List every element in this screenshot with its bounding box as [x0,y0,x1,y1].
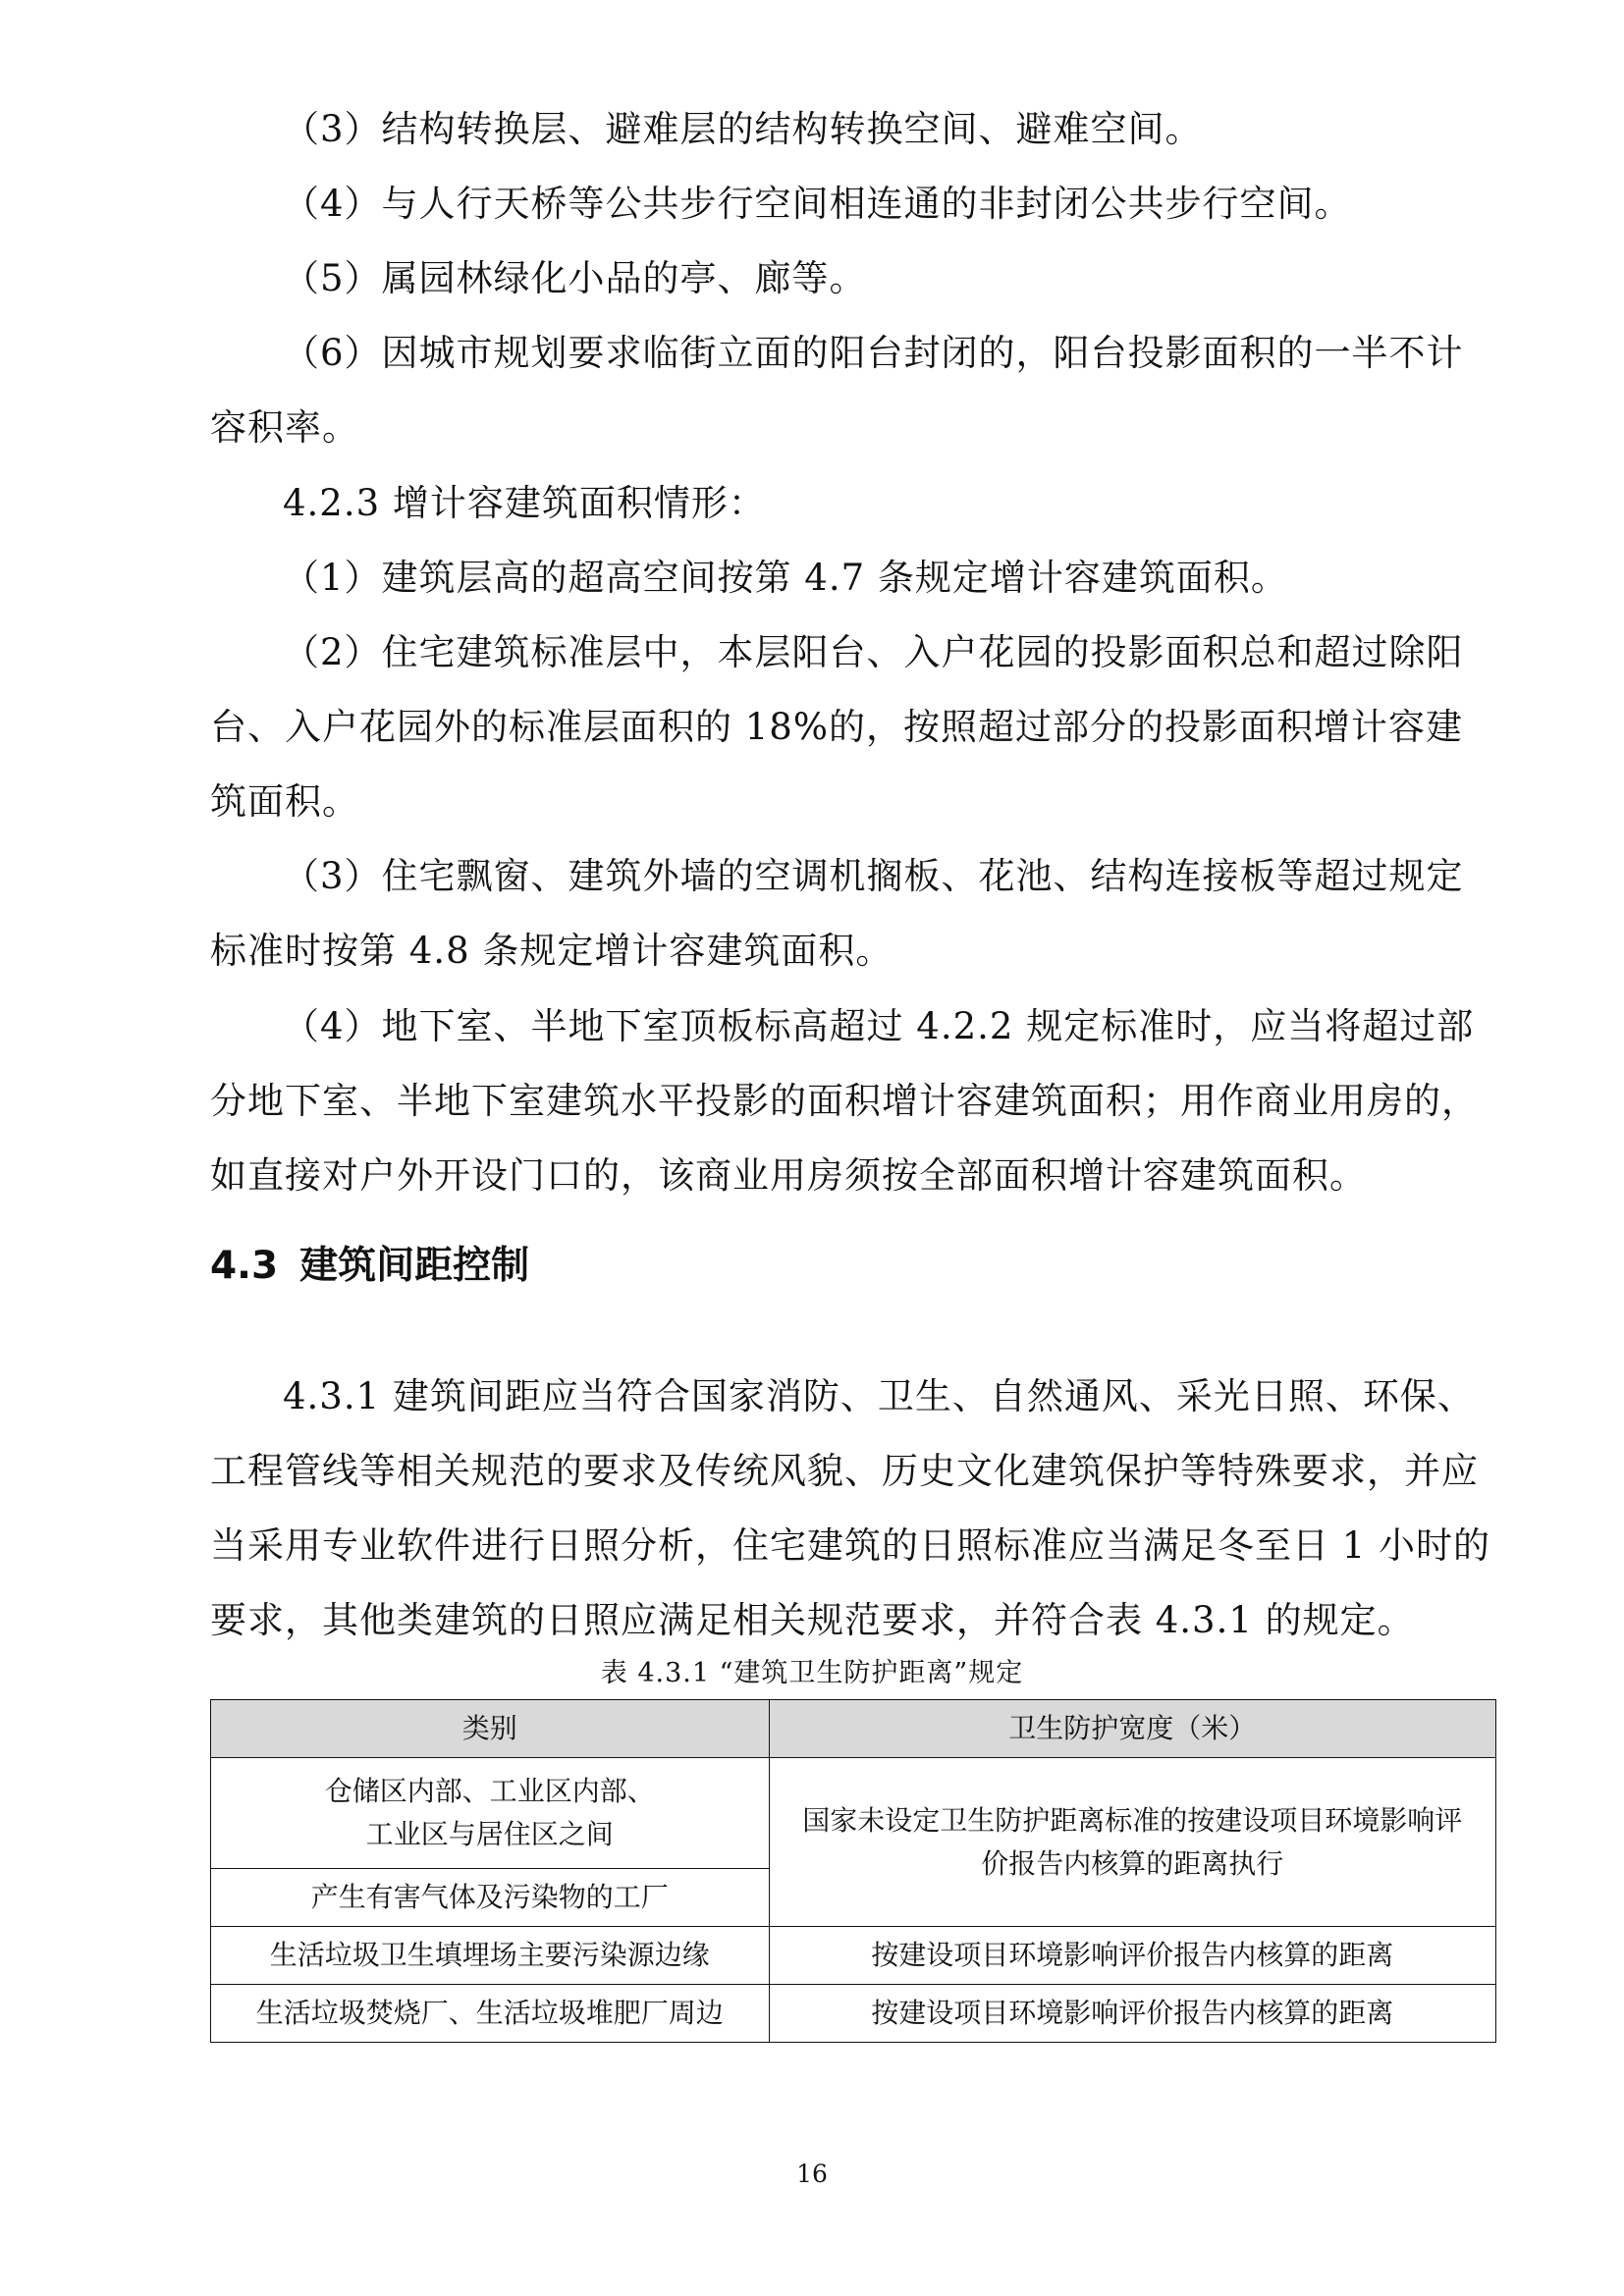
width-cell: 按建设项目环境影响评价报告内核算的距离 [769,1927,1495,1985]
category-cell: 产生有害气体及污染物的工厂 [211,1869,770,1927]
table-row [211,1758,1496,1869]
section-number: 4.3 [210,1244,279,1288]
table-header-row [211,1700,1496,1758]
category-cell: 生活垃圾焚烧厂、生活垃圾堆肥厂周边 [211,1985,770,2043]
paragraph-item-6: （6）因城市规划要求临街立面的阳台封闭的，阳台投影面积的一半不计容积率。 [210,332,1464,449]
section-heading [210,1235,529,1290]
paragraph-item-5: （5）属园林绿化小品的亭、廊等。 [283,257,867,299]
merged-width-cell [769,1758,1495,1927]
section-title: 建筑间距控制 [299,1244,530,1288]
category-line: 工业区与居住区之间 [365,1818,614,1850]
header-width: 卫生防护宽度（米） [769,1700,1495,1758]
paragraph-increase-1: （1）建筑层高的超高空间按第 4.7 条规定增计容建筑面积。 [283,557,1288,599]
table-row [211,1927,1496,1985]
clause-4-3-1: 4.3.1 建筑间距应当符合国家消防、卫生、自然通风、采光日照、环保、工程管线等相关规范的要求及传统风貌、历史文化建筑保护等特殊要求，并应当采用专业软件进行日照分析，住宅建筑的日照标准应当满足冬至日 1 小时的要求，其他类建筑的日照应满足相关规范要求，并符合表 4.3.1 的规定。 [210,1375,1491,1641]
paragraph-increase-2: （2）住宅建筑标准层中，本层阳台、入户花园的投影面积总和超过除阳台、入户花园外的标准层面积的 18%的，按照超过部分的投影面积增计容建筑面积。 [210,631,1464,823]
paragraph-item-4: （4）与人行天桥等公共步行空间相连通的非封闭公共步行空间。 [283,183,1352,225]
clause-4-2-3: 4.2.3 增计容建筑面积情形： [283,482,766,524]
paragraph-increase-4: （4）地下室、半地下室顶板标高超过 4.2.2 规定标准时，应当将超过部分地下室、半地下室建筑水平投影的面积增计容建筑面积；用作商业用房的，如直接对户外开设门口的，该商业用房须按全部面积增计容建筑面积。 [210,1005,1479,1197]
category-cell [211,1758,770,1869]
category-cell: 生活垃圾卫生填埋场主要污染源边缘 [211,1927,770,1985]
page-number: 16 [796,2160,828,2188]
paragraph-increase-3: （3）住宅飘窗、建筑外墙的空调机搁板、花池、结构连接板等超过规定标准时按第 4.8 条规定增计容建筑面积。 [210,855,1464,972]
width-cell: 按建设项目环境影响评价报告内核算的距离 [769,1985,1495,2043]
table-caption: 表 4.3.1 “建筑卫生防护距离”规定 [600,1658,1024,1688]
header-category: 类别 [211,1700,770,1758]
width-line: 国家未设定卫生防护距离标准的按建设项目环境影响评 [802,1803,1463,1837]
paragraph-item-3: （3）结构转换层、避难层的结构转换空间、避难空间。 [283,108,1203,150]
table-row [211,1985,1496,2043]
hygiene-distance-table [210,1699,1496,2043]
width-line: 价报告内核算的距离执行 [981,1846,1284,1880]
category-line: 仓储区内部、工业区内部、 [324,1775,655,1807]
